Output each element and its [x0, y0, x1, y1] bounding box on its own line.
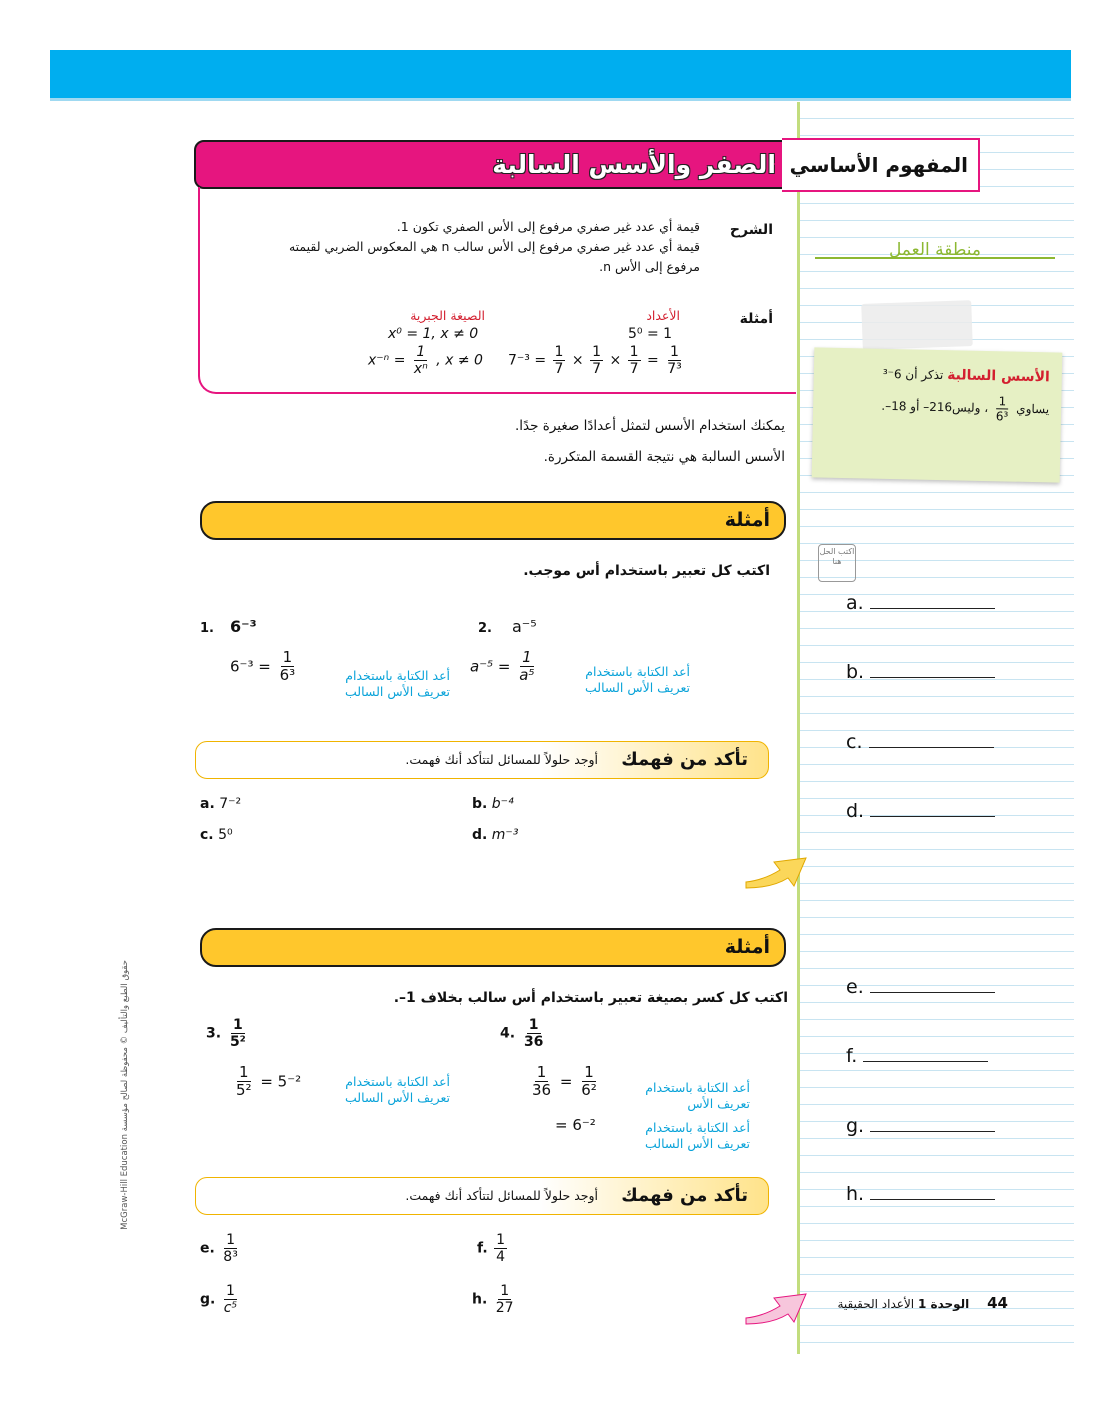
check-title-2: تأكد من فهمك — [621, 1185, 748, 1206]
check-title-1: تأكد من فهمك — [621, 749, 748, 770]
top-color-bar — [50, 50, 1071, 101]
algebra-header: الصيغة الجبرية — [410, 308, 485, 323]
write-here-stamp: اكتب الحل هنا — [818, 544, 856, 582]
problem-2-note: أعد الكتابة باستخدام تعريف الأس السالب — [585, 664, 690, 695]
answer-blank[interactable] — [870, 608, 995, 609]
answer-line-d[interactable] — [846, 800, 995, 822]
arrow-icon — [744, 1288, 808, 1328]
problem-1-expr: 6⁻³ — [230, 617, 257, 636]
work-area-label: منطقة العمل — [888, 240, 982, 260]
answer-line-h[interactable] — [846, 1183, 995, 1205]
exercise-b: b. b⁻⁴ — [472, 796, 514, 812]
examples-band-2 — [200, 928, 786, 967]
numbers-header: الأعداد — [646, 308, 680, 323]
work-area-underline — [815, 257, 1055, 259]
answer-line-b[interactable] — [846, 661, 995, 683]
intro-line-2: الأسس السالبة هي نتيجة القسمة المتكررة. — [543, 449, 785, 465]
exercise-h: h. $\frac{1}{27}$ — [472, 1283, 514, 1316]
numbers-example-2: 7⁻³ = $\frac{1}{7}$ × $\frac{1}{7}$ × $\frac{1}{7}$ = $\frac{1}{\text{7³}}$ — [508, 344, 682, 377]
check-text-1: أوجد حلولاً للمسائل لتتأكد أنك فهمت. — [405, 752, 598, 767]
note-line-2 — [823, 392, 1050, 424]
answer-line-e[interactable] — [846, 976, 995, 998]
check-text-2: أوجد حلولاً للمسائل لتتأكد أنك فهمت. — [405, 1188, 598, 1203]
work-area-sidebar — [797, 102, 1074, 1354]
answer-line-f[interactable] — [846, 1045, 988, 1067]
examples-label: أمثلة — [739, 311, 773, 327]
exercise-c: c. 5⁰ — [200, 827, 233, 843]
problem-3-note: أعد الكتابة باستخدام تعريف الأس السالب — [345, 1074, 450, 1105]
unit-title: الأعداد الحقيقية — [837, 1297, 915, 1311]
problem-1-solution: 6⁻³ = $\frac{1}{\text{6³}}$ — [230, 648, 296, 684]
answer-blank[interactable] — [870, 677, 995, 678]
tape — [861, 300, 973, 350]
answer-label: h. — [846, 1183, 865, 1205]
unit-label: الوحدة 1 — [917, 1297, 970, 1311]
problem-1-note: أعد الكتابة باستخدام تعريف الأس السالب — [345, 668, 450, 699]
section-1-instruction: اكتب كل تعبير باستخدام أس موجب. — [523, 563, 770, 579]
answer-line-a[interactable] — [846, 592, 995, 614]
key-concept-tab — [782, 138, 980, 192]
page-number: 44 — [987, 1294, 1008, 1312]
answer-line-c[interactable] — [846, 731, 994, 753]
answer-blank[interactable] — [869, 747, 994, 748]
answer-label: f. — [846, 1045, 858, 1067]
explanation-text — [220, 217, 700, 277]
lesson-title: الصفر والأسس السالبة — [492, 150, 776, 179]
problem-3-solution: $\frac{1}{\text{5²}}$ = 5⁻² — [236, 1063, 302, 1099]
exercise-a: a. 7⁻² — [200, 796, 242, 812]
note-text-2: يساوي — [1016, 401, 1050, 417]
check-understanding-1 — [195, 741, 769, 779]
problem-2-solution: a⁻⁵ = $\frac{1}{\text{a⁵}}$ — [470, 648, 535, 684]
note-text-3: ، وليس216– أو 18–. — [881, 398, 989, 416]
algebra-example-1: x⁰ = 1, x ≠ 0 — [388, 326, 479, 342]
problem-4-step-1: $\frac{1}{36}$ = $\frac{1}{\text{6²}}$ — [532, 1063, 597, 1099]
problem-2-label: 2. — [478, 621, 492, 636]
numbers-example-1: 5⁰ = 1 — [628, 326, 673, 342]
answer-blank[interactable] — [870, 992, 995, 993]
exercise-f: f. $\frac{1}{4}$ — [477, 1232, 506, 1265]
answer-label: a. — [846, 592, 864, 614]
note-expr: 6⁻³ — [882, 366, 902, 382]
key-concept-label: المفهوم الأساسي — [789, 153, 968, 177]
answer-label: g. — [846, 1115, 865, 1137]
problem-1-label: 1. — [200, 621, 214, 636]
examples-band-2-label: أمثلة — [724, 936, 770, 958]
answer-blank[interactable] — [870, 816, 995, 817]
answer-label: b. — [846, 661, 865, 683]
problem-4-note-2: أعد الكتابة باستخدام تعريف الأس السالب — [645, 1120, 750, 1151]
arrow-icon — [744, 852, 808, 892]
check-understanding-2 — [195, 1177, 769, 1215]
exercise-d: d. m⁻³ — [472, 827, 519, 843]
answer-blank[interactable] — [863, 1061, 988, 1062]
answer-label: d. — [846, 800, 865, 822]
note-title: الأسس السالبة — [946, 367, 1050, 386]
explanation-label: الشرح — [729, 222, 773, 238]
explanation-line-1: قيمة أي عدد غير صفري مرفوع إلى الأس الصفري تكون 1. — [396, 219, 700, 234]
note-text-1: تذكر أن — [905, 367, 944, 383]
examples-band-1-label: أمثلة — [724, 509, 770, 531]
answer-blank[interactable] — [870, 1131, 995, 1132]
lesson-title-banner — [194, 140, 798, 189]
problem-4-note-1: أعد الكتابة باستخدام تعريف الأس — [645, 1080, 750, 1111]
problem-3: 3. $\frac{1}{\text{5²}}$ — [206, 1017, 246, 1050]
answer-line-g[interactable] — [846, 1115, 995, 1137]
explanation-line-3: مرفوع إلى الأس n. — [599, 259, 700, 274]
page-footer — [812, 1294, 1008, 1312]
examples-band-1 — [200, 501, 786, 540]
explanation-line-2: قيمة أي عدد غير صفري مرفوع إلى الأس سالب n هي المعكوس الضربي لقيمته — [288, 239, 700, 254]
section-2-instruction: اكتب كل كسر بصيغة تعبير باستخدام أس سالب بخلاف 1–. — [393, 990, 788, 1006]
sticky-note — [812, 347, 1063, 482]
answer-blank[interactable] — [870, 1199, 995, 1200]
problem-4: 4. $\frac{1}{36}$ — [500, 1017, 544, 1050]
intro-line-1: يمكنك استخدام الأسس لتمثل أعدادًا صغيرة جدًا. — [515, 418, 785, 434]
exercise-g: g. $\frac{1}{\text{c⁵}}$ — [200, 1283, 238, 1316]
exercise-e: e. $\frac{1}{\text{8³}}$ — [200, 1232, 238, 1265]
problem-2-expr: a⁻⁵ — [512, 617, 537, 636]
answer-label: e. — [846, 976, 864, 998]
note-fraction: $\frac{1}{\text{6³}}$ — [995, 394, 1009, 424]
answer-label: c. — [846, 731, 863, 753]
algebra-example-2: x⁻ⁿ = $\frac{1}{\text{xⁿ}}$ , x ≠ 0 — [368, 344, 483, 377]
problem-4-step-2: = 6⁻² — [555, 1116, 596, 1134]
note-line-1 — [824, 364, 1050, 387]
copyright-notice: حقوق الطبع والتأليف © محفوظة لصالح مؤسسة McGraw-Hill Education — [120, 960, 130, 1230]
